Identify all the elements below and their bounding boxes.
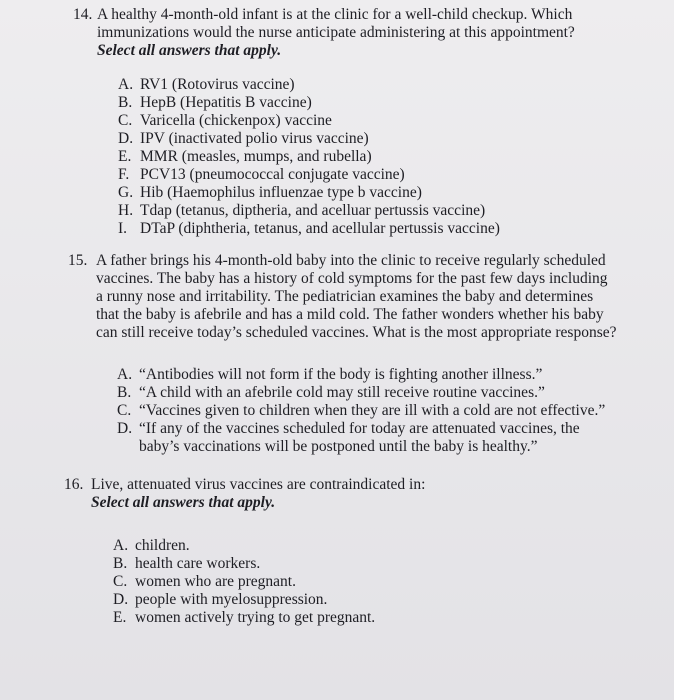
answer-option[interactable]: C. Varicella (chickenpox) vaccine xyxy=(118,112,332,129)
question-text-line: A father brings his 4-month-old baby into the clinic to receive regularly scheduled xyxy=(96,252,606,269)
answer-option[interactable]: A. “Antibodies will not form if the body is fighting another illness.” xyxy=(117,366,543,383)
question-number: 15. xyxy=(68,252,88,269)
answer-option[interactable]: C. women who are pregnant. xyxy=(113,573,296,590)
answer-option[interactable]: C. “Vaccines given to children when they are ill with a cold are not effective.” xyxy=(117,402,606,419)
answer-option[interactable]: D. IPV (inactivated polio virus vaccine) xyxy=(118,130,369,147)
question-number: 14. xyxy=(73,6,93,23)
answer-option[interactable]: E. MMR (measles, mumps, and rubella) xyxy=(118,148,372,165)
question-text-line: Live, attenuated virus vaccines are contraindicated in: xyxy=(91,476,426,493)
answer-option[interactable]: A. children. xyxy=(113,537,190,554)
answer-option[interactable]: B. health care workers. xyxy=(113,555,261,572)
question-instruction: Select all answers that apply. xyxy=(97,42,282,59)
question-number: 16. xyxy=(64,476,84,493)
answer-option[interactable]: I. DTaP (diphtheria, tetanus, and acellular pertussis vaccine) xyxy=(118,220,500,237)
answer-option[interactable]: D. “If any of the vaccines scheduled for today are attenuated vaccines, the xyxy=(117,420,580,437)
answer-option[interactable]: A. RV1 (Rotovirus vaccine) xyxy=(118,76,295,93)
answer-option[interactable]: E. women actively trying to get pregnant. xyxy=(113,609,376,626)
answer-option[interactable]: H. Tdap (tetanus, diptheria, and acelluar pertussis vaccine) xyxy=(118,202,486,219)
answer-option[interactable]: B. HepB (Hepatitis B vaccine) xyxy=(118,94,312,111)
question-instruction: Select all answers that apply. xyxy=(91,494,276,511)
answer-option[interactable]: D. people with myelosuppression. xyxy=(113,591,328,608)
question-text-line: vaccines. The baby has a history of cold symptoms for the past few days including xyxy=(96,270,608,287)
question-text-line: A healthy 4-month-old infant is at the clinic for a well-child checkup. Which xyxy=(97,6,573,23)
answer-option[interactable]: G. Hib (Haemophilus influenzae type b vaccine) xyxy=(118,184,422,201)
question-text-line: a runny nose and irritability. The pediatrician examines the baby and determines xyxy=(96,288,594,305)
answer-option[interactable]: B. “A child with an afebrile cold may still receive routine vaccines.” xyxy=(117,384,545,401)
answer-option[interactable]: F. PCV13 (pneumococcal conjugate vaccine) xyxy=(118,166,405,183)
answer-option-continuation: baby’s vaccinations will be postponed until the baby is healthy.” xyxy=(139,438,538,455)
question-text-line: immunizations would the nurse anticipate administering at this appointment? xyxy=(97,24,575,41)
question-text-line: can still receive today’s scheduled vaccines. What is the most appropriate response? xyxy=(96,324,617,341)
question-text-line: that the baby is afebrile and has a mild cold. The father wonders whether his baby xyxy=(96,306,604,323)
